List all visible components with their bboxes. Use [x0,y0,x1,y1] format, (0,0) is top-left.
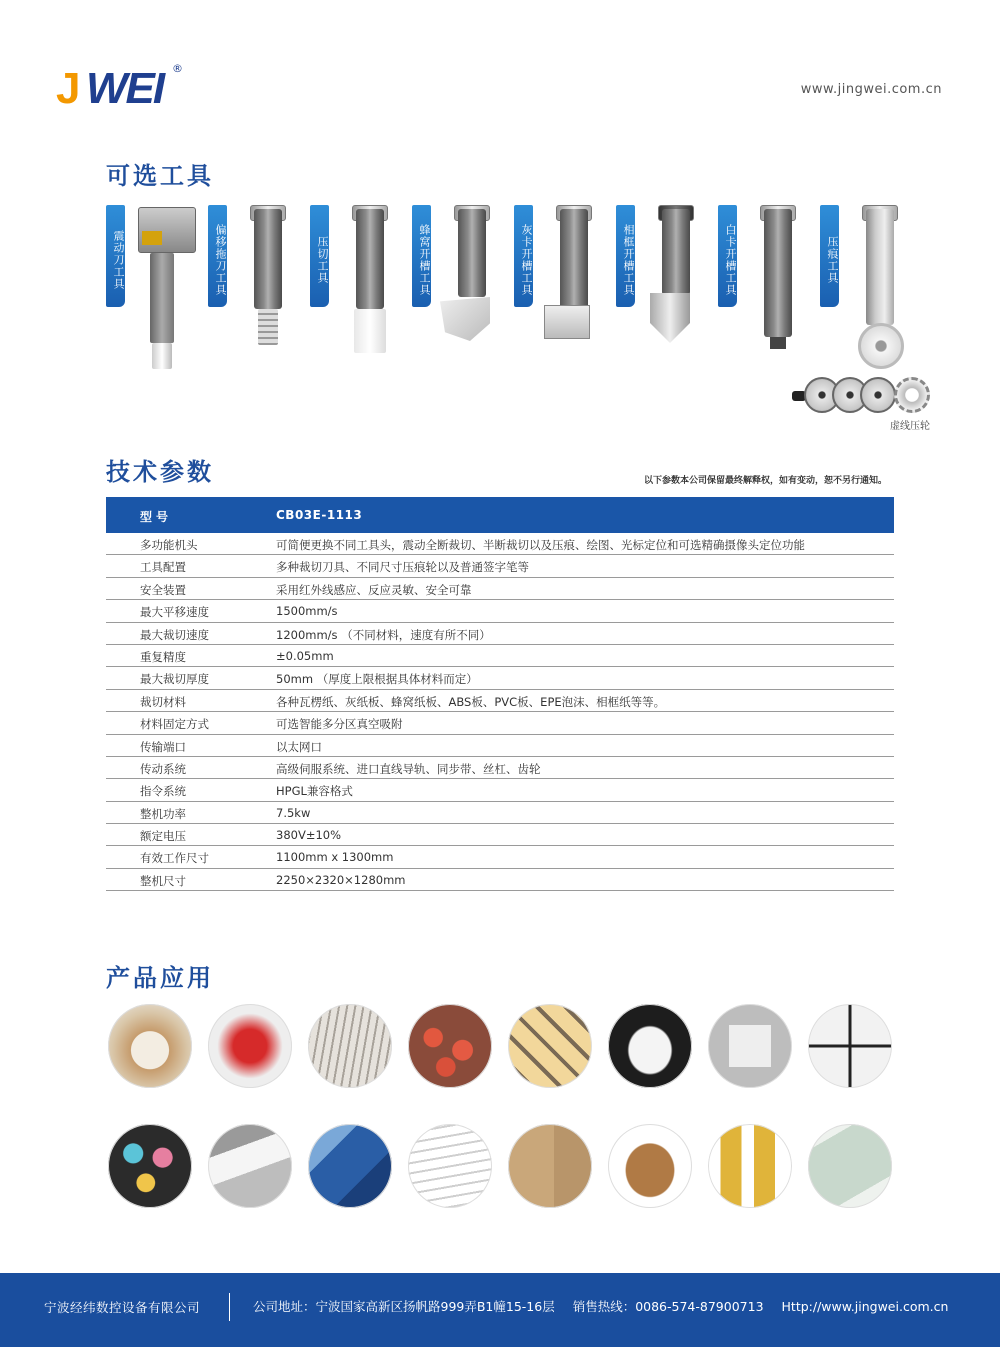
table-row [106,779,894,801]
spec-key: 多功能机头 [140,538,198,552]
header-website-url[interactable]: www.jingwei.com.cn [800,82,942,97]
app-image-white-box [608,1004,692,1088]
vibration-bracket-image [142,231,162,245]
spec-header-key: 型号 [140,510,173,524]
table-row [106,757,894,779]
tool-label: 蜂窝开槽工具 [412,205,431,307]
spec-value: 各种瓦楞纸、灰纸板、蜂窝纸板、ABS板、PVC板、EPE泡沫、相框纸等等。 [276,694,666,709]
app-image-gray-box [708,1004,792,1088]
tools-gallery [106,205,936,435]
table-row [106,578,894,600]
tool-label: 压切工具 [310,205,329,307]
app-image-paper-dividers [308,1004,392,1088]
registered-mark: ® [172,62,183,75]
app-image-red-display-stand [208,1004,292,1088]
footer-divider [229,1293,230,1321]
spec-key: 整机尺寸 [140,873,186,888]
table-row [106,667,894,689]
spec-value: HPGL兼容格式 [276,784,353,799]
app-image-white-squares [808,1004,892,1088]
tools-section-title: 可选工具 [106,162,214,190]
apps-section-title: 产品应用 [106,964,214,992]
applications-gallery [108,1004,892,1214]
spec-key: 最大平移速度 [140,605,209,620]
tool-body-image [866,209,894,325]
tool-tip-image [354,309,386,353]
table-row [106,645,894,667]
tool-shaft-image [150,253,174,343]
footer-website-link[interactable]: Http://www.jingwei.com.cn [781,1299,949,1314]
spec-value: 2250×2320×1280mm [276,872,406,887]
crease-wheel-image [860,377,896,413]
tool-whitecard-slot [718,205,818,375]
tool-label: 偏移拖刀工具 [208,205,227,307]
spec-key: 指令系统 [140,784,186,799]
tool-vibration-knife [106,205,206,375]
tool-blade-holder-image [544,305,590,339]
app-image-cardboard [508,1124,592,1208]
table-row [106,555,894,577]
app-image-red-labels [408,1004,492,1088]
spec-key: 最大裁切速度 [140,627,209,642]
app-image-green-board [808,1124,892,1208]
app-image-shipping-boxes [608,1124,692,1208]
footer [0,1273,1000,1347]
table-row [106,824,894,846]
spec-value: ±0.05mm [276,648,334,663]
spec-value: 可选智能多分区真空吸附 [276,717,403,732]
app-image-pos-display [708,1124,792,1208]
app-image-white-stacks [408,1124,492,1208]
spec-value: 高级伺服系统、进口直线导轨、同步带、丝杠、齿轮 [276,761,541,776]
spec-value: 380V±10% [276,828,342,843]
table-row [106,533,894,555]
table-row [106,846,894,868]
spec-key: 裁切材料 [140,694,186,709]
tool-tip-image [770,337,786,349]
table-row [106,869,894,891]
spec-table [106,533,894,891]
spec-key: 传输端口 [140,739,186,754]
vibration-motor-image [138,207,196,253]
tool-body-image [764,209,792,337]
tool-offset-drag-knife [208,205,308,375]
tool-body-image [458,209,486,297]
table-row [106,623,894,645]
footer-contact-info [253,1297,962,1315]
footer-address: 公司地址：宁波国家高新区扬帆路999弄B1幢15-16层 [253,1299,555,1314]
tool-body-image [662,209,690,295]
company-logo [56,64,186,114]
table-row [106,802,894,824]
spec-value: 1200mm/s （不同材料，速度有所不同） [276,627,491,642]
dotted-crease-wheels [792,375,932,417]
spec-section-title: 技术参数 [106,458,214,486]
app-image-foam-board [208,1124,292,1208]
footer-hotline[interactable]: 销售热线：0086-574-87900713 [572,1299,764,1314]
spec-value: 1500mm/s [276,604,338,619]
tool-label: 白卡开槽工具 [718,205,737,307]
table-row [106,735,894,757]
tool-blade-holder-image [440,297,490,341]
tool-graycard-slot [514,205,614,375]
spec-key: 整机功率 [140,806,186,821]
dotted-wheel-image [894,377,930,413]
spec-key: 有效工作尺寸 [140,851,209,866]
spec-key: 工具配置 [140,560,186,575]
spec-table-header [106,497,894,533]
spec-key: 额定电压 [140,829,186,844]
tool-label: 相框开槽工具 [616,205,635,307]
tool-creasing [820,205,920,375]
spec-value: 7.5kw [276,805,311,820]
spec-key: 材料固定方式 [140,717,209,732]
crease-wheel-image [858,323,904,369]
spec-value: 1100mm x 1300mm [276,850,394,865]
spec-value: 可简便更换不同工具头，震动全断裁切、半断裁切以及压痕、绘图、光标定位和可选精确摄像头定位功能 [276,538,805,552]
app-image-cupcake-cutouts [108,1124,192,1208]
tool-body-image [356,209,384,309]
table-row [106,690,894,712]
tool-label: 震动刀工具 [106,205,125,307]
table-row [106,600,894,622]
tool-tip-image [258,309,278,345]
tool-body-image [560,209,588,309]
tool-label: 压痕工具 [820,205,839,307]
logo-letters-wei: WEI [86,64,164,113]
app-image-honeycomb-board [508,1004,592,1088]
tool-press-cut [310,205,410,375]
spec-key: 安全装置 [140,582,186,597]
spec-value: 以太网口 [276,739,322,754]
wheels-caption: 虚线压轮 [890,421,930,432]
footer-company-name: 宁波经纬数控设备有限公司 [44,1300,201,1315]
spec-key: 最大裁切厚度 [140,672,209,687]
spec-value: 50mm （厚度上限根据具体材料而定） [276,672,478,687]
table-row [106,712,894,734]
tool-frame-slot [616,205,716,375]
app-image-display-shelf [108,1004,192,1088]
tool-label: 灰卡开槽工具 [514,205,533,307]
spec-key: 传动系统 [140,761,186,776]
spec-value: 多种裁切刀具、不同尺寸压痕轮以及普通签字笔等 [276,560,529,575]
app-image-blue-material [308,1124,392,1208]
spec-value: 采用红外线感应、反应灵敏、安全可靠 [276,582,472,597]
spec-header-model: CB03E-1113 [276,508,363,522]
logo-letter-j: J [56,64,79,113]
tool-tip-image [152,343,172,369]
tool-body-image [254,209,282,309]
tool-blade-holder-image [650,293,690,343]
spec-disclaimer: 以下参数本公司保留最终解释权，如有变动，恕不另行通知。 [643,476,887,486]
tool-honeycomb-slot [412,205,512,375]
spec-key: 重复精度 [140,649,186,664]
